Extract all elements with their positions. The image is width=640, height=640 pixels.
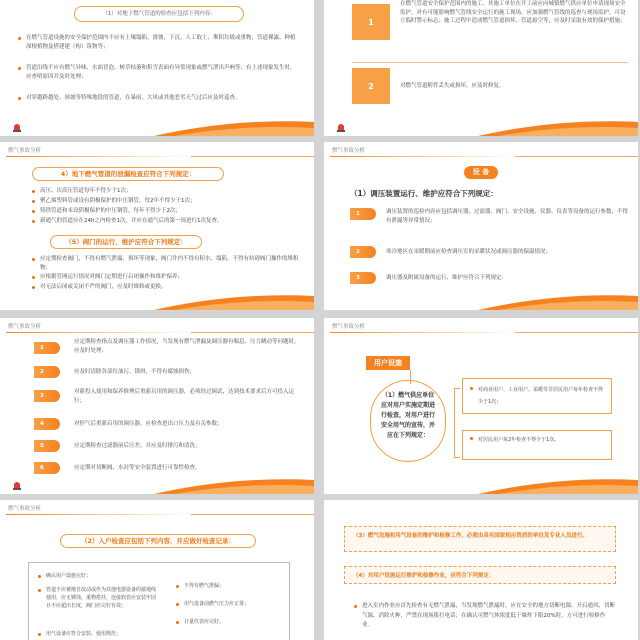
check-item: 确认用户设施完好； <box>38 572 160 581</box>
list-item: 聚乙烯塑料管或设有阴极保护的中压钢管，每2年不得少于1次； <box>32 197 302 206</box>
list-item: 新通气的管道应在24h之内检查1次，并应在通气后的第一周进行1次复查。 <box>32 217 302 226</box>
wave-decoration <box>478 476 638 494</box>
info-item: 对商业用户、工业用户、采暖等非居民用户每年检查不得少于1次； <box>470 384 606 408</box>
step-number: 2 <box>352 68 390 104</box>
item-text: 调压装置的巡检内容应包括调压器、过滤器、阀门、安全设施、仪器、仪表等设备的运行参数，不得有泄漏等异常情况； <box>386 209 629 224</box>
step-number: 2 <box>34 366 60 378</box>
slide-1[interactable] <box>0 0 314 136</box>
slide-header: 燃气事故分析 <box>332 148 366 154</box>
step-number: 6 <box>34 462 60 474</box>
wave-decoration <box>478 292 638 310</box>
wave-decoration <box>154 292 314 310</box>
bracket-line <box>454 388 460 458</box>
section-pill: （1）对地下燃气管道的检查应包括下列内容： <box>74 6 244 22</box>
device-badge: 设 备 <box>464 166 498 179</box>
check-item: 用气设备前燃气压力应正常； <box>176 600 284 609</box>
step-text: 对燃气管道附件丢失或损坏，应及时修复。 <box>400 83 505 89</box>
slide-header: 燃气事故分析 <box>8 324 42 330</box>
highlight-box: （4）对用户设施运行维护和检修作业，应符合下列规定： <box>344 566 616 584</box>
slide-6[interactable] <box>324 318 638 494</box>
list-item: 应定期检查阀门，不得有燃气泄漏、损坏等现象，阀门井内不得有积水、塌陷，不得有妨碍阀门操作的堆积物； <box>32 255 302 272</box>
wave-decoration <box>154 476 314 494</box>
siren-icon <box>336 122 346 132</box>
step-number: 4 <box>34 418 60 430</box>
bullet-item: 进入室内作业应首先检查有无燃气泄漏，当发现燃气泄漏时，应在安全的地方切断电源、开启通风、切断气源、消除火种，严禁在现场拨打电话；在确认可燃气体浓度低于爆炸下限20%时，方可进行检修作业。 <box>354 602 616 631</box>
header-rule <box>330 332 638 333</box>
slide-5[interactable] <box>0 318 314 494</box>
slide-header: 燃气事故分析 <box>332 324 366 330</box>
slide-header: 燃气事故分析 <box>8 506 42 512</box>
item-number: 1 <box>350 208 376 220</box>
step-number: 1 <box>352 4 390 40</box>
slide-8[interactable] <box>324 500 638 640</box>
center-box: （1）燃气供应单位应对用户实施定期进行检查，对用户进行安全用气的宣传，并应在下列规定： <box>370 380 446 462</box>
wave-decoration <box>154 118 314 136</box>
bullet-item: 管道沿线不应有燃气异味、水面冒泡、树草枯萎和积雪表面有异常现象或燃气泄出声响等；有上述现象发生时，应查明原因并及时处理； <box>18 64 300 81</box>
check-item: 计量仪表应完好。 <box>176 618 284 627</box>
slide-7[interactable] <box>0 500 314 640</box>
section-pill: 4）地下燃气管道的泄漏检查应符合下列规定： <box>32 167 224 181</box>
item-text: 寒冷地区在采暖期前应检查调压室的采暖状况或调压器的保温情况； <box>386 249 552 255</box>
slide-header: 燃气事故分析 <box>8 148 42 154</box>
highlight-box: （3）燃气设施和用气设备的维护和检修工作，必须由具有国家相应资质的单位及专业人员进行。 <box>344 526 616 552</box>
step-text: 应定期检查过滤器前后压差，并应及时排污和清洗； <box>74 443 201 449</box>
item-number: 3 <box>350 272 376 284</box>
step-text: 应定期对切断阀、水封等安全装置进行可靠性检查。 <box>74 465 201 471</box>
list-item: 铸铁管道和未设阴极保护的中压钢管，每年不得少于2次； <box>32 207 302 216</box>
step-text: 对新投入使用和保养修理后重新启用的调压器，必须经过调试，达到技术要求后方可投入运行； <box>74 389 295 404</box>
slide-4[interactable] <box>324 142 638 310</box>
slide-3[interactable] <box>0 142 314 310</box>
slide-2[interactable] <box>324 0 638 136</box>
header-rule <box>6 156 314 157</box>
step-text: 对停气后重新启用的调压器，应检查进出口压力及有关参数； <box>74 421 223 427</box>
wave-decoration <box>478 118 638 136</box>
check-item: 管道不应被擅自改动或作为其他电器设备的接地线使用，应无锈蚀、重物搭挂，连接软管应安装牢固且不应超出长度，阀门应完好有效； <box>38 586 160 610</box>
list-item: 对无法启闭或关闭不严的阀门，应及时维修或更换。 <box>32 283 302 292</box>
header-rule <box>6 514 314 515</box>
list-item: 应根据管网运行情况对阀门定期进行启闭操作和维护保养； <box>32 273 302 282</box>
section-pill: （2）入户检查应包括下列内容，并应做好检查记录： <box>60 534 256 548</box>
bullet-item: 对穿越跨越处、斜坡等特殊地段的管道，在暴雨、大风或其他恶劣天气过后应及时巡查。 <box>18 94 300 103</box>
step-number: 3 <box>34 390 60 402</box>
header-rule <box>6 332 314 333</box>
info-item: 对居民用户每2年检查不得少于1次。 <box>470 434 606 446</box>
header-rule <box>330 156 638 157</box>
step-text: 在燃气管道安全保护范围内的施工，其施工单位在开工前应向城镇燃气供应单位申请现场安全监护，对有可能影响燃气管线安全运行的施工现场，应加强燃气管线的巡查与现场监护，可设立临时警示标志；施工过程中造成燃气管道损坏、管道悬空等，应及时采取有效的保护措施； <box>400 1 626 24</box>
divider <box>352 62 628 63</box>
list-item: 高压、次高压管道每年不得少于1次； <box>32 187 302 196</box>
step-number: 1 <box>34 342 60 354</box>
user-facility-badge: 用户设施 <box>366 356 410 370</box>
check-item: 不得有燃气泄漏； <box>176 582 284 591</box>
check-item: 用气设备应符合安装、使用规范； <box>38 630 160 639</box>
step-text: 应及时清除各部位油污、锈斑，不得有腐蚀损伤； <box>74 369 196 375</box>
siren-icon <box>12 122 22 132</box>
siren-icon <box>12 480 22 490</box>
item-number: 2 <box>350 246 376 258</box>
step-number: 5 <box>34 440 60 452</box>
step-text: 应定期检查指点及调压器工作情况，当发现有燃气泄漏及调压器有喘息、压力跳动等问题时，应及时处理； <box>74 339 300 354</box>
section-pill: （5）阀门的运行、维护应符合下列规定： <box>50 235 202 249</box>
bullet-item: 在燃气管道设施的安全保护范围内不应有土壤塌陷、滑坡、下沉、人工取土、堆积垃圾或重物、管道裸露、种植深根植物及搭建建（构）筑物等； <box>18 34 300 51</box>
section-title: （1）调压装置运行、维护应符合下列规定： <box>350 189 498 198</box>
item-text: 调压器及附属设备的运行、维护应符合下列规定： <box>386 275 508 281</box>
